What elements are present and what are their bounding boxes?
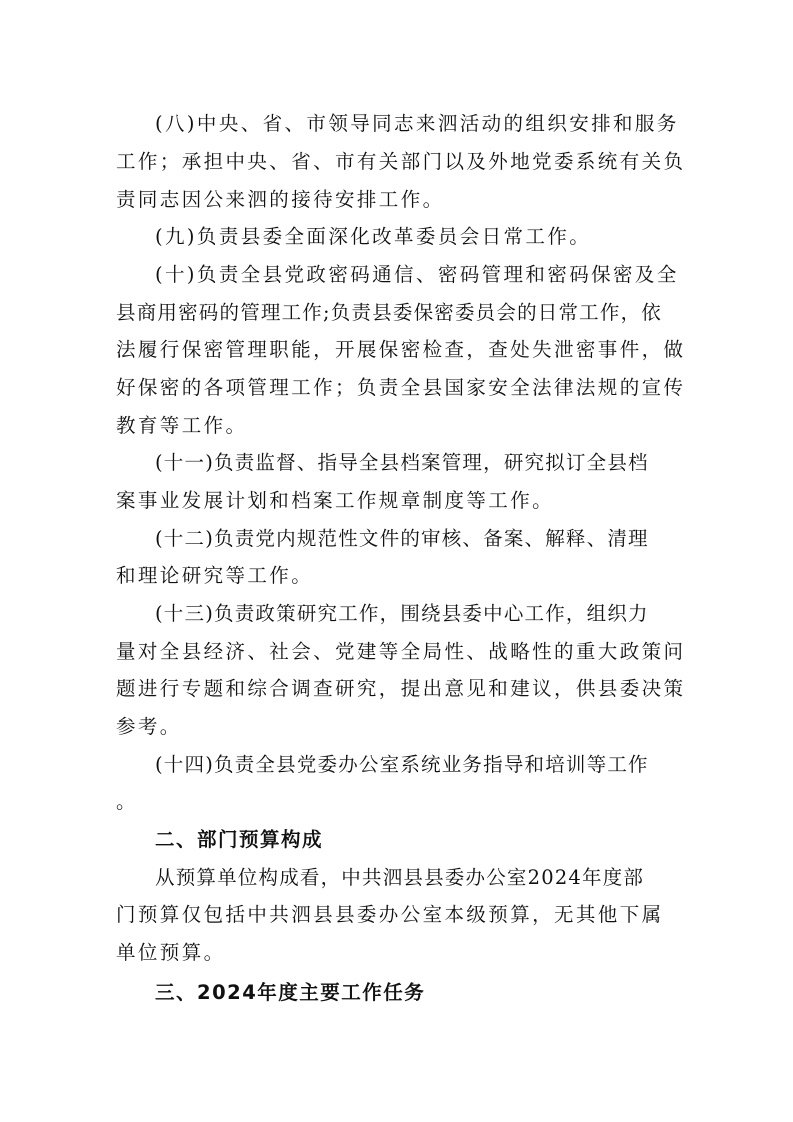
body-text-line: 教育等工作。 <box>116 414 248 437</box>
body-text-line: 县商用密码的管理工作;负责县委保密委员会的日常工作，依 <box>116 301 662 324</box>
body-text-line: (九)负责县委全面深化改革委员会日常工作。 <box>155 225 592 248</box>
body-text-line: (十一)负责监督、指导全县档案管理，研究拟订全县档 <box>155 451 649 474</box>
body-text-line: 题进行专题和综合调查研究，提出意见和建议，供县委决策 <box>116 677 686 700</box>
body-text-line: (十四)负责全县党委办公室系统业务指导和培训等工作 <box>155 753 649 776</box>
body-text-line: 案事业发展计划和档案工作规章制度等工作。 <box>116 489 555 512</box>
body-text-line: 责同志因公来泗的接待安排工作。 <box>116 188 445 211</box>
body-text-line: 好保密的各项管理工作；负责全县国家安全法律法规的宣传 <box>116 376 686 399</box>
body-text-line: (十二)负责党内规范性文件的审核、备案、解释、清理 <box>155 527 649 550</box>
body-text-line: 和理论研究等工作。 <box>116 564 314 587</box>
body-text-line: (十三)负责政策研究工作，围绕县委中心工作，组织力 <box>155 602 649 625</box>
body-text-line: 门预算仅包括中共泗县县委办公室本级预算，无其他下属 <box>116 903 664 926</box>
section-heading: 二、部门预算构成 <box>155 828 324 851</box>
body-text-line: 从预算单位构成看，中共泗县县委办公室2024年度部 <box>155 866 645 889</box>
body-text-line: 工作；承担中央、省、市有关部门以及外地党委系统有关负 <box>116 150 686 173</box>
section-heading: 三、2024年度主要工作任务 <box>155 981 426 1004</box>
body-text-line: 参考。 <box>116 715 182 738</box>
body-text-line: (八)中央、省、市领导同志来泗活动的组织安排和服务 <box>155 112 679 135</box>
body-text-line: 法履行保密管理职能，开展保密检查，查处失泄密事件，做 <box>116 338 686 361</box>
body-text-line: 量对全县经济、社会、党建等全局性、战略性的重大政策问 <box>116 640 686 663</box>
body-text-line: 单位预算。 <box>116 941 226 964</box>
body-text-line: (十)负责全县党政密码通信、密码管理和密码保密及全 <box>155 263 679 286</box>
body-text-line: 。 <box>116 790 138 813</box>
